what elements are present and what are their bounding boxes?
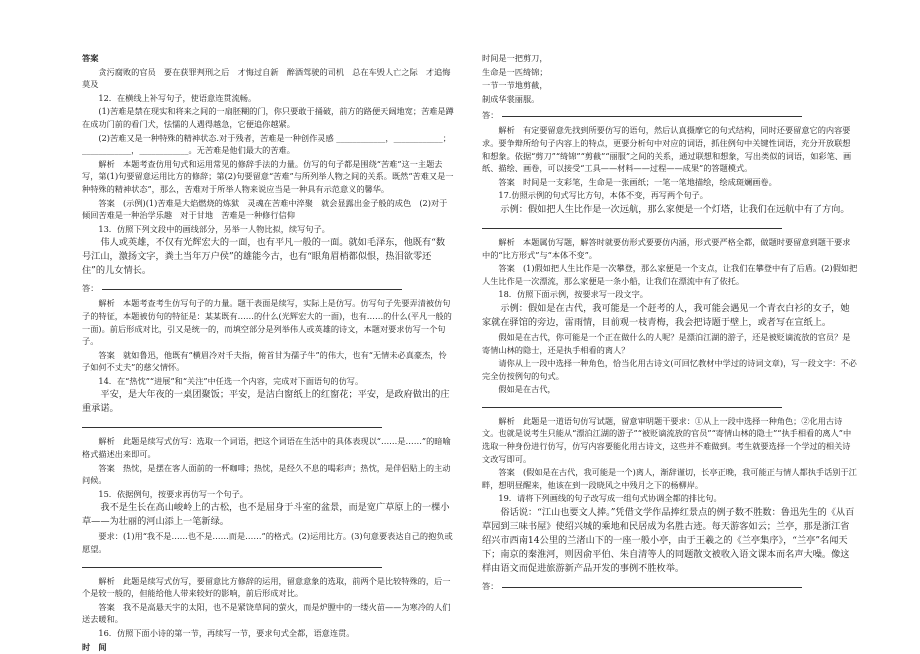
paragraph: 14．在“热忱”“进展”和“关注”中任选一个内容，完成对下面语句的仿写。 <box>98 375 364 386</box>
paragraph: (2)苦难又是一种特殊的精神状态.对于残者，苦难是一种创作灵感 ____________，____________；____________，____________。无苦难是他们最大的苦难。 <box>82 132 451 156</box>
paragraph: 19．请将下列画线的句子改写成一组句式协调全都的排比句。 <box>498 493 722 504</box>
paragraph: 答案 就如鲁迅，他既有“横眉冷对千夫指，俯首甘为孺子牛”的伟大，也有“无情未必真豪杰，怜子如何不丈夫”的慈父情怀。 <box>82 349 447 373</box>
paragraph: 解析 有定要留意先找到所要仿写的语句，然后认真摄摩它的句式结构，同时还要留意它的内容要求。要争辩所给句子内容上的特点，更要分析句中对应的词语，抓住例句中关键性词语，充分开放联想和想象。依据“剪刀”“绮锦”“剪截”“丽服”之间的关系，通过联想和想象，写出类似的词语，如彩笔、画纸、描绘、画卷，可以接受“工具——材料——过程——成果”的答题模式。 <box>482 125 852 174</box>
paragraph: 要求：(1)用“我不是……也不是……而是……”的格式。(2)运用比方。(3)句意要表达自己的抱负或愿望。 <box>82 531 453 555</box>
paragraph: 答案 我不是高悬天宇的太阳，也不是紧饶草间的萤火，而是炉膛中的一缕火苗——为寒冷的人们送去暖和。 <box>82 601 451 625</box>
left-column <box>82 52 454 654</box>
bold-label: 答案 <box>82 53 99 63</box>
example-passage: 示例：假如把人生比作是一次远航，那么家便是一个灯塔，让我们在远航中有了方向。 <box>500 203 850 215</box>
poem-line: 一节一节地剪截， <box>482 80 548 91</box>
poem-line: 生命是一匹绮锦； <box>482 66 548 77</box>
paragraph: 答案 时间是一支彩笔，生命是一张画纸；一笔一笔地描绘，绘成斑斓画卷。 <box>498 176 777 187</box>
answer-label: 答： <box>82 283 99 294</box>
paragraph: 17.仿照示例的句式写比方句，本体不变，再写两个句子。 <box>498 190 708 201</box>
answer-line <box>482 577 858 595</box>
underline <box>502 586 802 588</box>
poem-line: 制成华裳丽服。 <box>482 93 540 104</box>
underline <box>82 426 382 428</box>
paragraph: 请你从上一段中选择一种角色，恰当化用古诗文(可回忆教材中学过的诗词文章)，写一段文字：不必完全仿按例句的句式。 <box>482 358 857 381</box>
paragraph: 12．在横线上补写句子，使语意连贯流畅。 <box>98 92 257 103</box>
paragraph: 贪污腐败的官员 要在获罪判刑之后 才悔过自新 醉酒驾驶的司机 总在车毁人亡之际 才追悔莫及 <box>82 66 451 90</box>
underline <box>502 115 802 117</box>
paragraph: 解析 本题考查考生仿写句子的力量。题干表面是续写，实际上是仿写。仿写句子先要弄清被仿句子的特征，本题被仿句的特征是：某某既有……的什么(光辉宏大的一面)，也有……的什么(平凡一般的一面)。前后形成对比，引又是统一的，而填空部分是列举伟人或英雄的诗文，本题对要求仿写一个句子。 <box>82 298 452 347</box>
paragraph: 16．仿照下面小诗的第一节，再续写一节，要求句式全都，语意连贯。 <box>98 628 355 638</box>
paragraph: 解析 此题是续写式仿写：选取一个词语，把这个词语在生活中的具体表现以“……是……”的暗喻格式描述出来即可。 <box>82 436 451 460</box>
answer-label: 答： <box>482 580 499 591</box>
underline <box>482 227 782 229</box>
answer-line <box>82 557 454 575</box>
paragraph: 18．仿照下面示例，按要求写一段文字。 <box>498 289 648 300</box>
example-passage: 俗话说：“江山也要文人捧。”凭借文学作品捧红景点的例子数不胜数：鲁迅先生的《从百草园到三味书屋》使绍兴城的乘地和民居成为名胜古迹。每天游客如云；兰亭，那是浙江省绍兴市西南14公里的兰渚山下的一座一般小亭，由于王羲之的《兰亭集序》，“兰亭”名闻天下；南京的秦淮河，则因俞平伯、朱自清等人的同题散文被收入语文课本而名声大噪。像这样由语文而促进旅游新产品开发的事例不胜枚举。 <box>482 507 855 575</box>
answer-line <box>482 218 858 236</box>
paragraph: 答案 (示例)(1)苦难是大焰燃烧的炼狱 灵魂在苦难中淬聚 就会显露出金子般的成色 (2)对于倾回苦难是一种治学乐趣 对于甘地 苦难是一种修行信仰 <box>82 197 448 221</box>
paragraph: 解析 本题属仿写题，解答时就要仿形式要要仿内涵，形式要严格全都，做题时要留意到题干要求中的“比方形式”与“本体不变”。 <box>482 236 851 260</box>
paragraph: 解析 本题考查仿用句式和运用常见的修辞手法的力量。仿写的句子都是围绕“苦难”这一主题去写，第(1)句要留意运用比方的修辞；第(2)句要留意“苦难”与所列举人物之间的关系。既然“苦难又是一种特殊的精神状态”，那么，苦难对于所举人物来说应当是一种具有示范意义的馨华。 <box>82 158 454 194</box>
paragraph: (1)苦难是禁在现实和将来之间的一扇胚糊的门，你只要敢于捅破，前方的路便天阔地宽；苦难是蹲在成功门前的看门犬，怯懦的人遇得越急，它便追你越紧。 <box>82 106 454 129</box>
paragraph: 假如是在古代，你可能是一个正在做什么的人呢？是漂泊江湖的游子，还是被贬谪流放的官员？是寄情山林的隐士，还是执手相看的离人？ <box>482 331 851 355</box>
answer-line <box>82 279 454 297</box>
underline <box>82 566 382 568</box>
answer-line <box>482 106 858 124</box>
paragraph: 解析 此题是一道语句仿写试题，留意审明题干要求：①从上一段中选择一种角色；②化用古诗文。也就是说考生只能从“漂泊江湖的游子”“被贬谪流放的官员”“寄情山林的隐士”“执手相看的离人”中选取一种身份进行仿写，仿写内容要能化用古诗文，这些并不难做到。考生就要选择一个学过的相关诗文改写即可。 <box>482 415 852 464</box>
right-column <box>482 52 858 595</box>
example-passage: 伟人或英雄，不仅有光辉宏大的一面，也有平凡一般的一面。就如毛泽东，他既有“数号江山，激扬文字，粪土当年万户侯”的雄能今古，也有“眼角眉梢都似恨，热泪欲零还住”的儿女情长。 <box>82 237 446 277</box>
example-passage: 示例：假如是在古代，我可能是一个赶考的人，我可能会遇见一个青衣白衫的女子，她家就在驿馆的旁边，雷雨情，目前观一枝青梅，我会把诗题于壁上，或者写在宣纸上。 <box>482 302 850 328</box>
poem-line: 时间是一把剪刀， <box>482 53 548 63</box>
paragraph: 解析 此题是续写式仿写，要留意比方修辞的运用，留意意象的选取，前两个是比较特殊的，后一个是较一般的，但能给他人带来较好的影响，前后形成对比。 <box>82 575 451 599</box>
example-passage: 我不是生长在高山峻岭上的古松，也不是屈身于斗室的盆景，而是宽广草原上的一棵小草——为壮丽的河山添上一笔新绿。 <box>82 502 450 528</box>
underline <box>102 288 402 290</box>
underline <box>482 406 782 408</box>
answer-line <box>482 397 858 415</box>
paragraph: 答案 (1)假如把人生比作是一次攀登，那么家便是一个支点，让我们在攀登中有了后盾。(2)假如把人生比作是一次漂流，那么家便是一条小船，让我们在漂流中有了依托。 <box>482 263 858 286</box>
paragraph: 15．依据例句，按要求再仿写一个句子。 <box>98 488 248 499</box>
paragraph: 答案 热忱，是摆在客人面前的一杯咖啡；热忱，是经久不息的喝彩声；热忱，是伴侣贴上的主动问候。 <box>82 462 451 486</box>
paragraph: 13．仿照下列文段中的画线部分，另举一人物比拟，续写句子。 <box>98 223 330 234</box>
answer-label: 答： <box>482 110 499 121</box>
bold-label: 时 间 <box>82 641 107 652</box>
answer-line <box>82 417 454 435</box>
paragraph: 假如是在古代， <box>498 384 556 395</box>
example-passage: 平安，是大年夜的一桌团聚饭；平安，是洁白窗纸上的红窗花；平安，是政府做出的庄重承诺。 <box>82 389 450 415</box>
paragraph: 答案 (假如是在古代，我可能是一个)离人，渐辞谨切，长亭正晚，我可能正与情人都执手话别于江畔，想明昼醒来，他该在到一段晓风之中残月之下的杨柳岸。 <box>482 467 857 490</box>
